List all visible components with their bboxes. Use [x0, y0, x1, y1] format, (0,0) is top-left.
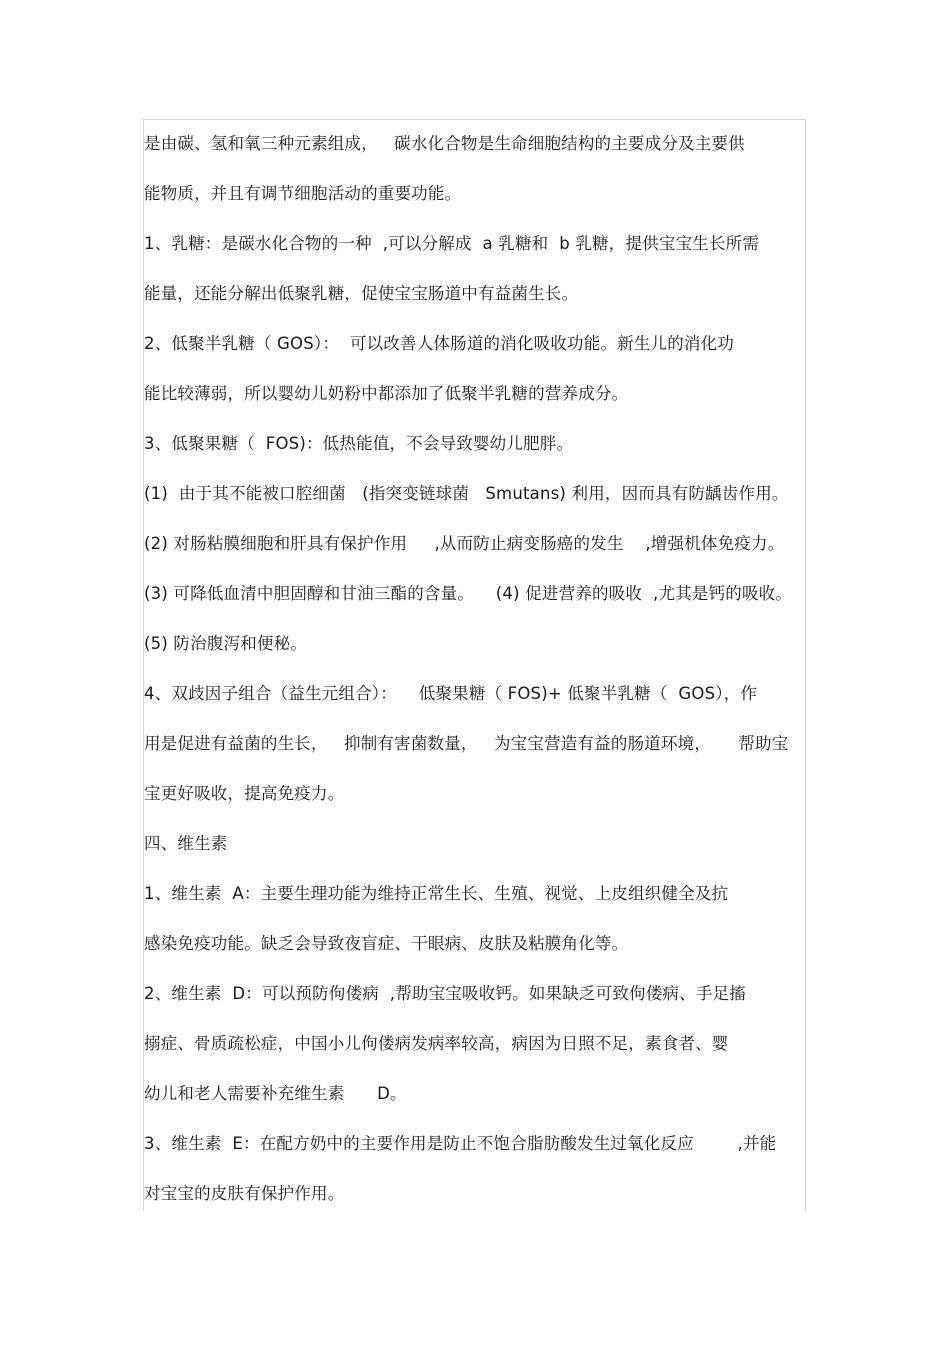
text-line: 1、维生素 A：主要生理功能为维持正常生长、生殖、视觉、上皮组织健全及抗 [144, 884, 729, 903]
text-line: 2、低聚半乳糖（ GOS）： 可以改善人体肠道的消化吸收功能。新生儿的消化功 [144, 334, 735, 353]
text-line: 4、双歧因子组合（益生元组合）： 低聚果糖（ FOS)+ 低聚半乳糖（ GOS），作 [144, 684, 758, 703]
text-line: (5) 防治腹泻和便秘。 [144, 634, 308, 653]
text-line: 用是促进有益菌的生长， 抑制有害菌数量， 为宝宝营造有益的肠道环境， 帮助宝 [144, 734, 789, 753]
section-heading: 四、维生素 [144, 834, 228, 853]
text-line: 幼儿和老人需要补充维生素 D。 [144, 1084, 407, 1103]
text-line: 3、低聚果糖（ FOS)：低热能值，不会导致婴幼儿肥胖。 [144, 434, 574, 453]
text-line: 3、维生素 E：在配方奶中的主要作用是防止不饱合脂肪酸发生过氧化反应 ,并能 [144, 1134, 777, 1153]
text-line: (3) 可降低血清中胆固醇和甘油三酯的含量。 (4) 促进营养的吸收 ,尤其是钙的吸收。 [144, 584, 793, 603]
text-line: 能比较薄弱，所以婴幼儿奶粉中都添加了低聚半乳糖的营养成分。 [144, 384, 629, 403]
text-line: 是由碳、氢和氧三种元素组成， 碳水化合物是生命细胞结构的主要成分及主要供 [144, 134, 745, 153]
text-line: 对宝宝的皮肤有保护作用。 [144, 1184, 345, 1203]
text-line: 2、维生素 D：可以预防佝偻病 ,帮助宝宝吸收钙。如果缺乏可致佝偻病、手足搐 [144, 984, 746, 1003]
text-line: (2) 对肠粘膜细胞和肝具有保护作用 ,从而防止病变肠癌的发生 ,增强机体免疫力。 [144, 534, 785, 553]
text-line: 1、乳糖：是碳水化合物的一种 ,可以分解成 a 乳糖和 b 乳糖，提供宝宝生长所需 [144, 234, 760, 253]
text-line: 能物质，并且有调节细胞活动的重要功能。 [144, 184, 462, 203]
text-line: (1) 由于其不能被口腔细菌 (指突变链球菌 Smutans) 利用，因而具有防龋齿作用。 [144, 484, 789, 503]
document-body [144, 126, 814, 1226]
text-line: 能量，还能分解出低聚乳糖，促使宝宝肠道中有益菌生长。 [144, 284, 579, 303]
text-line: 宝更好吸收，提高免疫力。 [144, 784, 345, 803]
text-line: 搦症、骨质疏松症，中国小儿佝偻病发病率较高，病因为日照不足，素食者、婴 [144, 1034, 729, 1053]
text-line: 感染免疫功能。缺乏会导致夜盲症、干眼病、皮肤及粘膜角化等。 [144, 934, 629, 953]
